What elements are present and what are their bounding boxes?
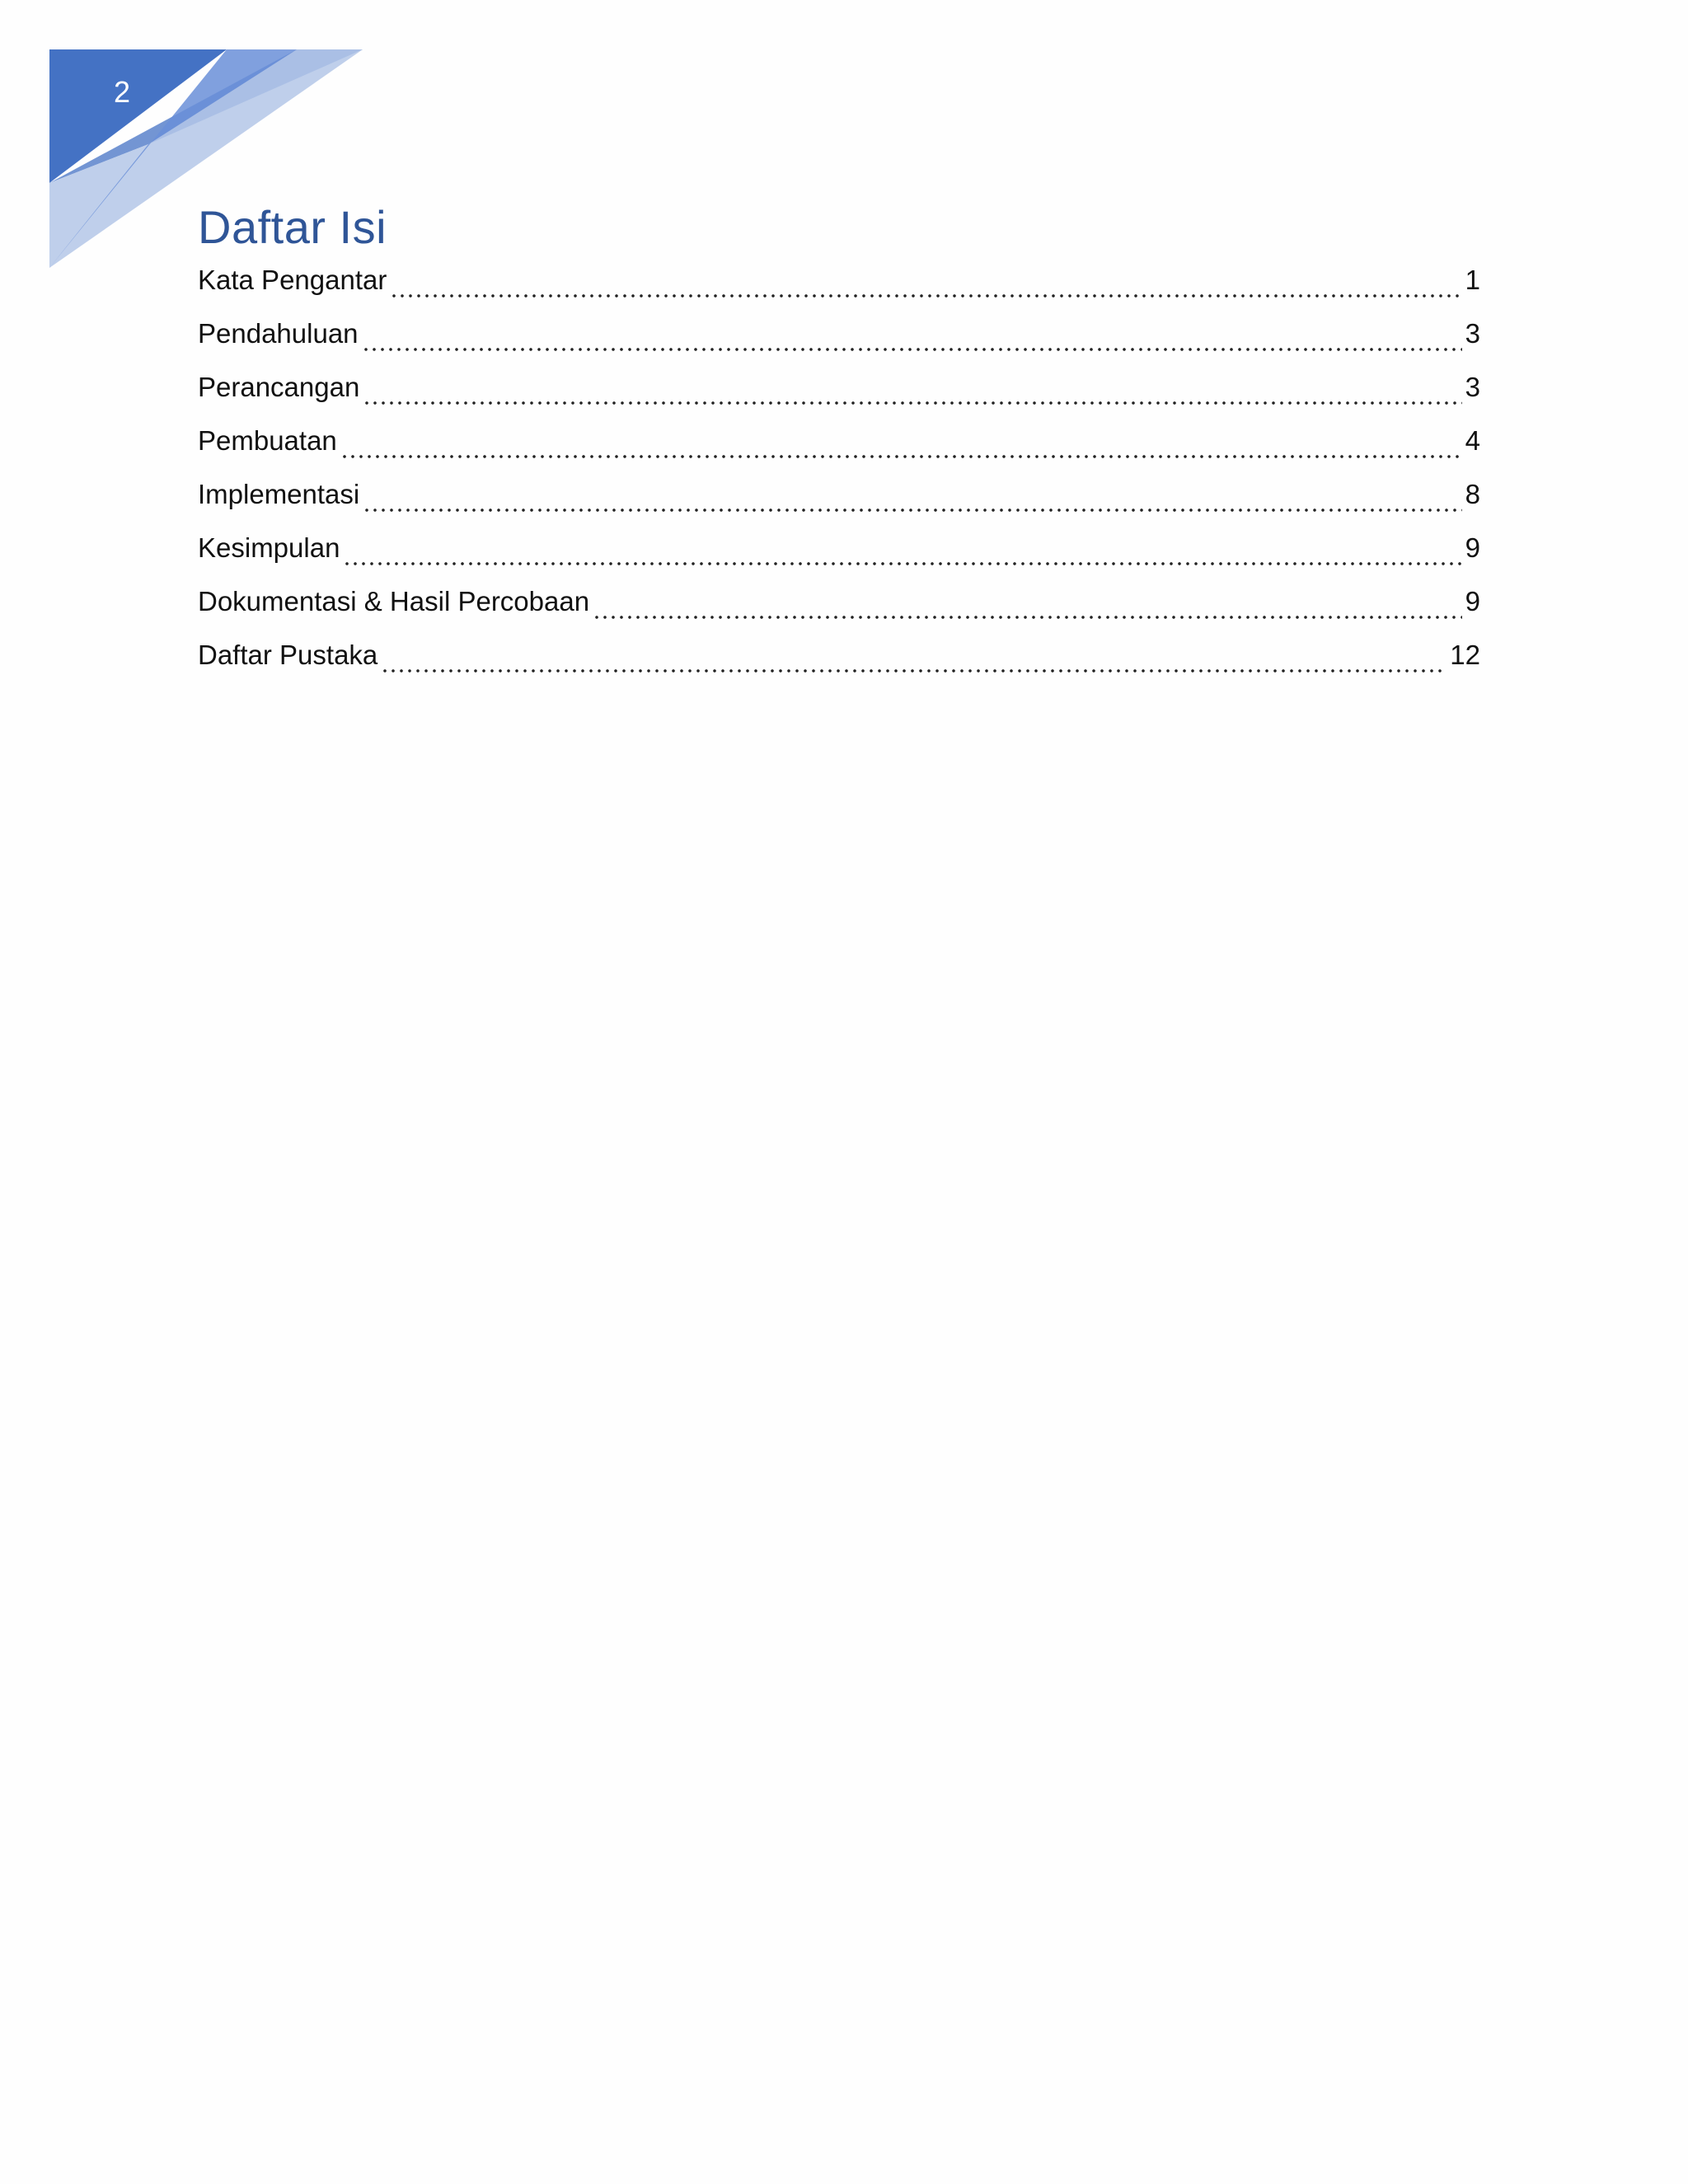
toc-entry-implementasi[interactable] [198,471,1480,525]
dot-leader [390,293,1461,299]
toc-entry-label: Perancangan [198,372,360,402]
table-of-contents [198,257,1480,686]
dot-leader [343,560,1461,567]
dot-leader [381,668,1447,674]
toc-entry-label: Kesimpulan [198,532,340,563]
toc-entry-pembuatan[interactable] [198,418,1480,471]
toc-entry-kata-pengantar[interactable] [198,257,1480,311]
toc-entry-label: Dokumentasi & Hasil Percobaan [198,586,590,616]
toc-entry-kesimpulan[interactable] [198,525,1480,579]
dot-leader [593,614,1462,621]
dot-leader [362,346,1462,353]
toc-title: Daftar Isi [198,201,387,253]
toc-entry-perancangan[interactable] [198,364,1480,418]
toc-entry-page: 3 [1465,372,1480,402]
page-number: 2 [113,75,131,109]
toc-entry-label: Daftar Pustaka [198,640,378,670]
toc-entry-pendahuluan[interactable] [198,311,1480,364]
toc-entry-page: 9 [1465,586,1480,616]
toc-entry-label: Pendahuluan [198,318,359,349]
dot-leader [363,400,1461,406]
toc-entry-page: 9 [1465,532,1480,563]
toc-entry-page: 12 [1450,640,1480,670]
toc-entry-label: Kata Pengantar [198,265,387,295]
toc-entry-page: 8 [1465,479,1480,509]
toc-entry-page: 3 [1465,318,1480,349]
toc-entry-label: Pembuatan [198,425,337,456]
toc-entry-label: Implementasi [198,479,360,509]
dot-leader [363,507,1461,513]
toc-entry-daftar-pustaka[interactable] [198,632,1480,686]
toc-entry-page: 4 [1465,425,1480,456]
toc-entry-page: 1 [1465,265,1480,295]
dot-leader [340,453,1462,460]
toc-entry-dokumentasi-hasil-percobaan[interactable] [198,579,1480,632]
